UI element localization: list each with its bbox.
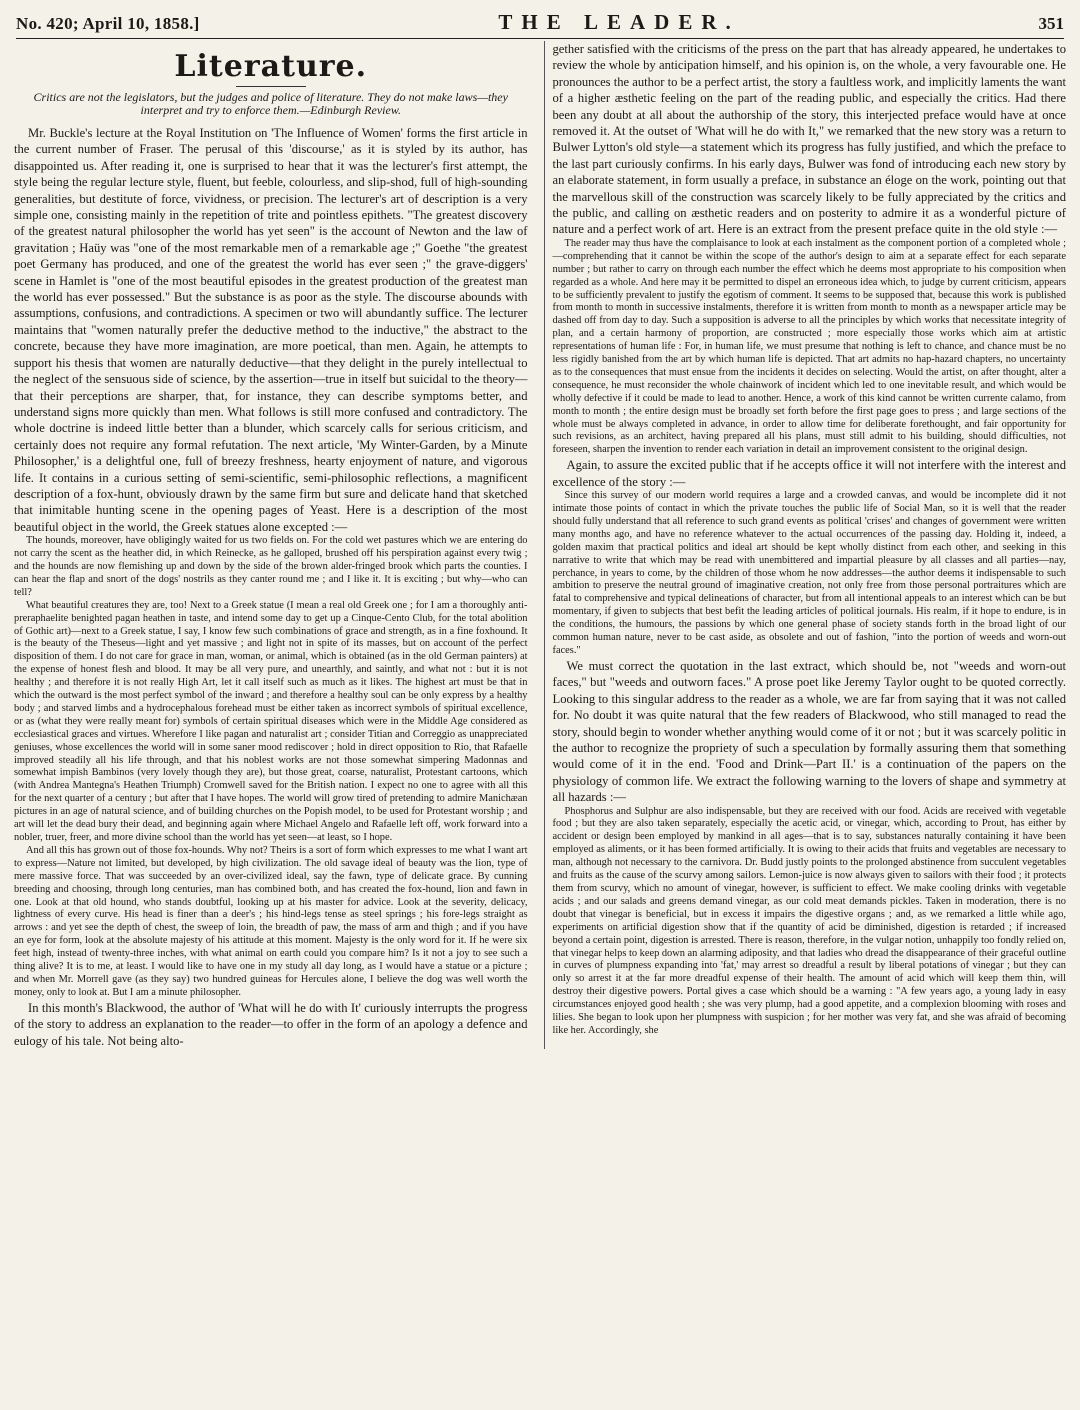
- page-number: 351: [1038, 14, 1064, 33]
- article-paragraph: We must correct the quotation in the last extract, which should be, not "weeds and worn-out faces," but "weeds and outworn faces." A prose poet like Jeremy Taylor ought to be quoted correctly. Looking to this singular address to the reader as a whole, we are far from saying that it was not called for. No doubt it was quite natural that the few readers of Blackwood, who still managed to read the story, should begin to wonder whether anything would come of it or not ; but it was scarcely politic in the author to recognize the propriety of such a speculation by formally assuring them that something would come of it in the end. 'Food and Drink—Part II.' is a continuation of the papers on the physiology of common life. We extract the following warning to the lovers of shape and symmetry at all hazards :—: [552, 658, 1066, 805]
- quoted-extract: And all this has grown out of those fox-hounds. Why not? Theirs is a sort of form which expresses to me what I want art to express—Nature not limited, but developed, by high civilization. The old savage ideal of beauty was the lion, type of mere massive force. That was succeeded by an over-civilized ideal, say the fawn, type of delicate grace. By cunning breeding and choosing, through long centuries, man has combined both, and has created the fox-hound, lion and fawn in one. Look at that old hound, who stands doubtful, looking up at his master for advice. Look at the severity, delicacy, lightness of every curve. His head is finer than a deer's ; his hind-legs tense as steel springs ; his fore-legs straight as arrows : and yet see the depth of chest, the sweep of loin, the breadth of paw, the mass of arm and thigh ; and if you have an eye for form, look at the absolute majesty of his attitude at this moment. Majesty is the only word for it. If he were six feet high, instead of twenty-three inches, with what animal on earth could you compare him? Is it not a joy to see such a thing alive? It is to me, at least. I would like to have one in my study all day long, as I would have a statue or a picture ; and when Mr. Morrell gave (as they say) two hundred guineas for Hercules alone, I believe the dog was well worth the money, only to look at. But I am a minute philosopher.: [14, 844, 528, 998]
- left-column: [14, 41, 528, 1049]
- issue-date: No. 420; April 10, 1858.]: [16, 14, 200, 33]
- article-paragraph: Mr. Buckle's lecture at the Royal Institution on 'The Influence of Women' forms the first article in the current number of Fraser. The perusal of this 'discourse,' as it is styled by its author, has disappointed us. After reading it, one is surprised to hear that it was the lecturer's first attempt, the style being the regular lecture style, fluent, but feeble, colourless, and slip-shod, full of high-sounding generalities, but destitute of force, vividness, or precision. The lecturer's art of description is a very simple one, consisting mainly in the repetition of trite and pointless epithets. "The greatest discovery of the greatest natural philosopher the world has yet seen" is the account of Newton and the law of gravitation ; Haüy was "one of the most remarkable men of a remarkable age ;" Goethe "the greatest poet Germany has produced, and one of the greatest the world has ever seen ;" the grave-diggers' scene in Hamlet is "one of the most beautiful episodes in the greatest production of the greatest man the world has ever possessed." But the substance is as poor as the style. The discourse abounds with assumptions, confusions, and contradictions. A specimen or two will abundantly suffice. The lecturer maintains that "women naturally prefer the deductive method to the inductive," the abstract to the concrete, because they have more imagination, are more poetical, than men. Again, he attempts to support his thesis that women are naturally deductive—that they delight in the purely intellectual to the neglect of the sensuous side of science, by the assertion—true in itself but suicidal to the theory—that their perceptions are sharper, that, for instance, they can describe symptoms better, and understand signs more quickly than men. What follows is still more confused and contradictory. The whole doctrine is indeed little better than a blunder, which scarcely calls for serious criticism, and certainly does not require any formal refutation. The next article, 'My Winter-Garden, by a Minute Philosopher,' is a delightful one, full of breezy freshness, hearty enjoyment of nature, and vigorous life. It contains in a curious setting of semi-scientific, semi-philosophic reflections, a magnificent description of a fox-hunt, obviously drawn by the same firm but sure and delicate hand that sketched that inimitable hunting scene in the opening pages of Yeast. Here is a description of the most beautiful object in the world, the Greek statues alone excepted :—: [14, 126, 528, 534]
- quoted-extract: What beautiful creatures they are, too! Next to a Greek statue (I mean a real old Greek one ; for I am a thoroughly anti-preraphaelite benighted pagan heathen in taste, and intend some day to get up a Cinque-Cento Club, for the total abolition of Gothic art)—next to a Greek statue, I say, I know few such combinations of grace and strength, as in a fine foxhound. It is the beauty of the Theseus—light and yet massive ; and light not in spite of its masses, but on account of the perfect disposition of them. I do not care for grace in man, woman, or animal, which is obtained (as in the old German painters) at the expense of honest flesh and blood. It may be all very pure, and unearthly, and saintly, and what not : but it is not healthy ; and therefore it is not really High Art, let it call itself such as much as it likes. The highest art must be that in which the outward is the most perfect symbol of the inward ; and therefore a healthy soul can be only express by a healthy body ; and starved limbs and a hydrocephalous forehead must be either taken as incorrect symbols of spiritual excellence, or as (what they were really meant for) symbols of certain spiritual diseases which were in the Middle Age considered as ecclesiastical graces and virtues. Wherefore I like pagan and naturalist art ; consider Titian and Correggio as unappreciated geniuses, whose excellences the world will in some saner mood rediscover ; hold in direct opposition to Rio, that Rafaelle improved steadily all his life through, and that his noblest works are not those somewhat simpering Madonnas and somewhat impish Bambinos (very lovely though they are), but those great, coarse, naturalist, Protestant cartoons, which (with Andrea Mantegna's Heathen Triumph) Cromwell saved for the British nation. I expect no one to agree with all this for the next quarter of a century ; but after that I have hopes. The world will grow tired of pretending to admire Manichæan pictures in an age of natural science, and of building churches on the Popish model, to be used for Protestant worship ; and art will let the dead bury their dead, and beginning again where Michael Angelo and Rafaelle left off, work forward into a nobler, truer, freer, and more divine school than the world has yet seen—at least, so I hope.: [14, 599, 528, 843]
- quoted-extract: Phosphorus and Sulphur are also indispensable, but they are received with our food. Acids are received with vegetable food ; but they are also taken separately, especially the acetic acid, or vinegar, which, according to Prout, has either by accident or design been employed by mankind in all ages—that is to say, substances naturally containing it have been employed as aliments, or it has been formed artificially. It is owing to their acids that fruits and vegetables are necessary to man, although not necessary to the carnivora. Dr. Budd justly points to the prolonged abstinence from succulent vegetables and fruits as the cause of the scurvy among sailors. Lemon-juice is now always given to sailors with their food ; it protects them from scurvy, which no amount of vinegar, however, is sufficient to effect. We make cooling drinks with vegetable acids ; and our salads and greens demand vinegar, as our cold meat demands pickles. Taken in moderation, there is no doubt that vinegar is beneficial, but in excess it impairs the digestive organs ; and, as we remarked a little while ago, experiments on artificial digestion show that if the quantity of acid be diminished, digestion is retarded ; if increased beyond a certain point, digestion is arrested. There is reason, therefore, in the vulgar notion, unhappily too fondly relied on, that vinegar helps to keep down an alarming adiposity, and that ladies who dread the disappearance of their graceful outline in curves of plumpness expanding into 'fat,' may arrest so dreadful a result by liberal potations of vinegar ; but they can only so arrest it at the far more dreadful expense of their health. The amount of acid which will keep them thin, will destroy their digestive powers. Portal gives a case which should be a warning : "A few years ago, a young lady in easy circumstances enjoyed good health ; she was very plump, had a good appetite, and a complexion blooming with roses and lilies. She began to look upon her plumpness with suspicion ; for her mother was very fat, and she was afraid of becoming like her. Accordingly, she: [552, 805, 1066, 1036]
- right-column: [544, 41, 1067, 1049]
- page-header: [16, 10, 1064, 39]
- title-rule: [236, 86, 306, 87]
- article-paragraph: In this month's Blackwood, the author of 'What will he do with It' curiously interrupts the progress of the story to address an explanation to the reader—to offer in the form of an apology a defence and eulogy of his tale. Not being alto-: [14, 1000, 528, 1048]
- quoted-extract: The reader may thus have the complaisance to look at each instalment as the component portion of a completed whole ;—comprehending that it cannot be within the scope of the author's design to aim at a separate effect for each separate number ; but rather to carry on through each number the effect which he deems most appropriate to his composition when regarded as a whole. And here may it be permitted to dispel an erroneous idea which, to judge by current criticism, appears to be sufficiently prevalent to justify the egotism of comment. It seems to be supposed that, because this work is published from month to month in successive instalments, therefore it is written from month to month as a newspaper article may be dashed off from day to day. Such a supposition is adverse to all the principles by which works that necessitate integrity of plan, and a certain harmony of proportion, are constructed ; more especially those works which aim at artistic representations of human life : For, in human life, we must presume that nothing is left to chance, and chance must be no less rigidly banished from the art by which human life is depicted. That art admits no hap-hazard chapters, no uncertainty as to the consequences that must ensue from the incidents it decides on selecting. Would the artist, on after thought, alter a consequence, he must reconsider the whole chainwork of incident which led to one inevitable result, and which would be wholly defective if it could be made to lead to another. Hence, a work of this kind cannot be written currente calamo, from month to month ; the entire design must be broadly set forth before the first page goes to press ; and large sections of the whole must be always completed in advance, in order to allow time for deliberate forethought, and fair opportunity for such revisions, as an architect, having prepared all his plans, must still admit to his building, should difficulties, not foreseen, sharpen the invention to render each variation in detail an improvement consistent to the original design.: [552, 237, 1066, 456]
- article-paragraph: Again, to assure the excited public that if he accepts office it will not interfere with the interest and excellence of the story :—: [552, 458, 1066, 489]
- masthead: THE LEADER.: [498, 10, 740, 34]
- section-title: Literature.: [174, 49, 368, 84]
- quoted-extract: Since this survey of our modern world requires a large and a crowded canvas, and would be incomplete did it not intimate those points of contact in which the private touches the public life of Social Man, so it is well that the reader should fully understand that all reference to such grand events as political 'crises' and changes of government were written many months ago, and have no reference whatever to the actual occurrences of the passing day. Holding it, indeed, a golden maxim that practical politics and ideal art should be kept wholly distinct from each other, and seeking in this narrative to write that which may be read with unembittered and impartial pleasure by all classes and all parties—nay, perchance, in years to come, by the children of those whom he now addresses—the author deems it indispensable to such ambition to preserve the neutral ground of imaginative creation, not only free from those personal portraitures which are fatal to comprehensive and typical delineations of character, but from all intentional appeals to an interest which can be but momentary, if given to subjects that best befit the leading articles of political journals. His realm, if it hope to endure, is in the conditions, the humours, the passions by which one general phase of society stands forth in the broad light of our common human nature, never to be cast aside, as obsolete and out of fashion, "into the portion of weeds and worn-out faces.": [552, 490, 1066, 656]
- article-paragraph: gether satisfied with the criticisms of the press on the part that has already appeared, he undertakes to review the whole by anticipation himself, and his opinion is, on the whole, a very favourable one. He pronounces the author to be a perfect artist, the story a faultless work, and implicitly laments the want of a higher æsthetic feeling on the part of the reading public, and especially the critics. Had there been any doubt at all about the authorship of the story, this interjected preface would have at once removed it. At the outset of 'What will he do with It," we remarked that the new story was a return to Bulwer Lytton's old style—a statement which its progress has fully justified, and which the preface to the last part curiously confirms. In his early days, Bulwer was fond of introducing each new story by an elaborate statement, in form usually a preface, in substance an éloge on the work, pointing out that the marvellous skill of the construction was scarcely likely to be fully appreciated by the critics and the public, and calling on æsthetic readers and on posterity to admire it as a wonderful picture of nature and a perfect work of art. Here is an extract from the present preface quite in the old style :—: [552, 42, 1066, 237]
- quoted-extract: The hounds, moreover, have obligingly waited for us two fields on. For the cold wet pastures which we are entering do not carry the scent as the heather did, in which Reinecke, as he galloped, brushed off his perspiration against every twig ; and the hounds are now flemishing up and down by the side of the brown alder-fringed brook which parts the counties. I can hear the flap and snort of the dogs' nostrils as they canter round me ; and I like it. It is exciting ; but why—who can tell?: [14, 535, 528, 598]
- epigraph: Critics are not the legislators, but the judges and police of literature. They do not make laws—they interpret and try to enforce them.—Edinburgh Review.: [33, 90, 508, 117]
- columns: [14, 41, 1066, 1049]
